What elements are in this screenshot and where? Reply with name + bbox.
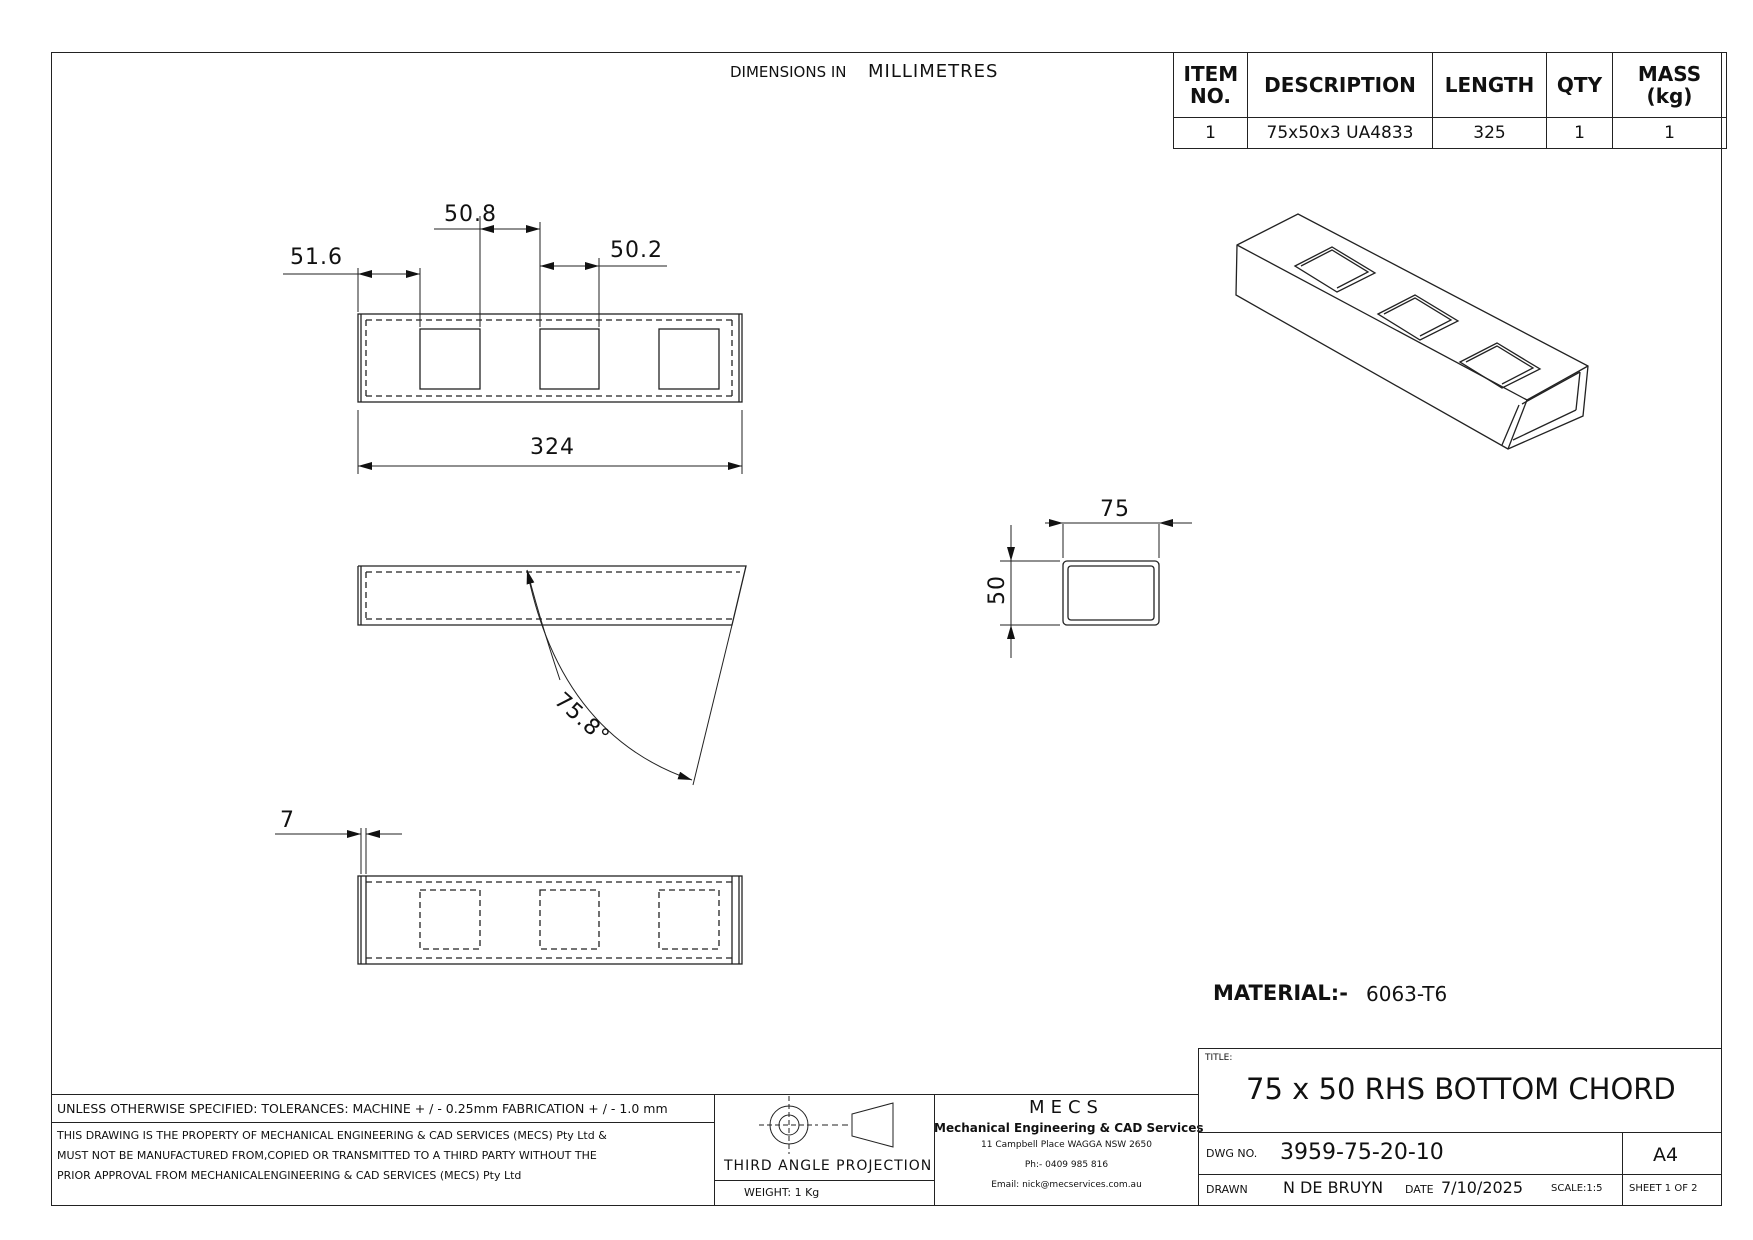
side-view [358,566,746,785]
bom-description: 75x50x3 UA4833 [1248,118,1433,149]
bom-table [1173,52,1727,149]
dimensions-label: DIMENSIONS IN [730,63,847,81]
material-value: 6063-T6 [1366,982,1448,1006]
top-dimensions [283,216,742,474]
company-email: Email: nick@mecservices.com.au [991,1180,1142,1190]
tolerances-note: UNLESS OTHERWISE SPECIFIED: TOLERANCES: MACHINE + / - 0.25mm FABRICATION + / - 1.0 mm [57,1101,668,1116]
title-label: TITLE: [1205,1053,1233,1063]
dwg-no: 3959-75-20-10 [1280,1140,1444,1165]
col-mass: MASS (kg) [1613,53,1727,118]
company-logo-text: MECS [1029,1097,1104,1118]
isometric-view [1236,214,1588,449]
col-item-no: ITEM NO. [1174,53,1248,118]
dim-51-6: 51.6 [290,245,343,270]
company-name: Mechanical Engineering & CAD Services [934,1121,1204,1135]
table-row [1174,118,1727,149]
scale-value: SCALE:1:5 [1551,1183,1603,1194]
bom-mass: 1 [1613,118,1727,149]
col-qty: QTY [1547,53,1613,118]
bottom-view [275,828,742,964]
property-note-2: MUST NOT BE MANUFACTURED FROM,COPIED OR TRANSMITTED TO A THIRD PARTY WITHOUT THE [57,1149,597,1162]
bom-header-row [1174,53,1727,118]
sheet-size: A4 [1653,1144,1679,1166]
dim-75: 75 [1100,497,1130,522]
dim-50: 50 [985,575,1010,605]
drawing-title: 75 x 50 RHS BOTTOM CHORD [1246,1072,1676,1106]
projection-label: THIRD ANGLE PROJECTION [724,1158,933,1174]
dim-50-2: 50.2 [610,238,663,263]
top-view [358,314,742,402]
col-description: DESCRIPTION [1248,53,1433,118]
bom-qty: 1 [1547,118,1613,149]
slot-1 [420,329,480,389]
dim-angle: 75.8° [549,688,615,751]
sheet-number: SHEET 1 OF 2 [1629,1183,1698,1194]
drawn-by: N DE BRUYN [1283,1178,1384,1197]
dim-50-8: 50.8 [444,202,497,227]
end-view [1000,523,1192,658]
company-address: 11 Campbell Place WAGGA NSW 2650 [981,1140,1152,1150]
drawn-label: DRAWN [1206,1183,1248,1196]
slot-2 [540,329,599,389]
date-value: 7/10/2025 [1441,1178,1524,1197]
property-note-1: THIS DRAWING IS THE PROPERTY OF MECHANICAL ENGINEERING & CAD SERVICES (MECS) Pty Ltd & [57,1129,607,1142]
material-label: MATERIAL:- [1213,981,1348,1005]
dimensions-unit: MILLIMETRES [868,61,999,82]
dim-324: 324 [530,435,575,460]
bom-item: 1 [1174,118,1248,149]
weight-label: WEIGHT: 1 Kg [744,1186,820,1199]
property-note-3: PRIOR APPROVAL FROM MECHANICALENGINEERING & CAD SERVICES (MECS) Pty Ltd [57,1169,522,1182]
col-length: LENGTH [1433,53,1547,118]
bom-length: 325 [1433,118,1547,149]
slot-3 [659,329,719,389]
date-label: DATE [1405,1183,1434,1196]
dim-7: 7 [280,808,295,833]
dwg-no-label: DWG NO. [1206,1147,1258,1160]
company-phone: Ph:- 0409 985 816 [1024,1160,1109,1170]
